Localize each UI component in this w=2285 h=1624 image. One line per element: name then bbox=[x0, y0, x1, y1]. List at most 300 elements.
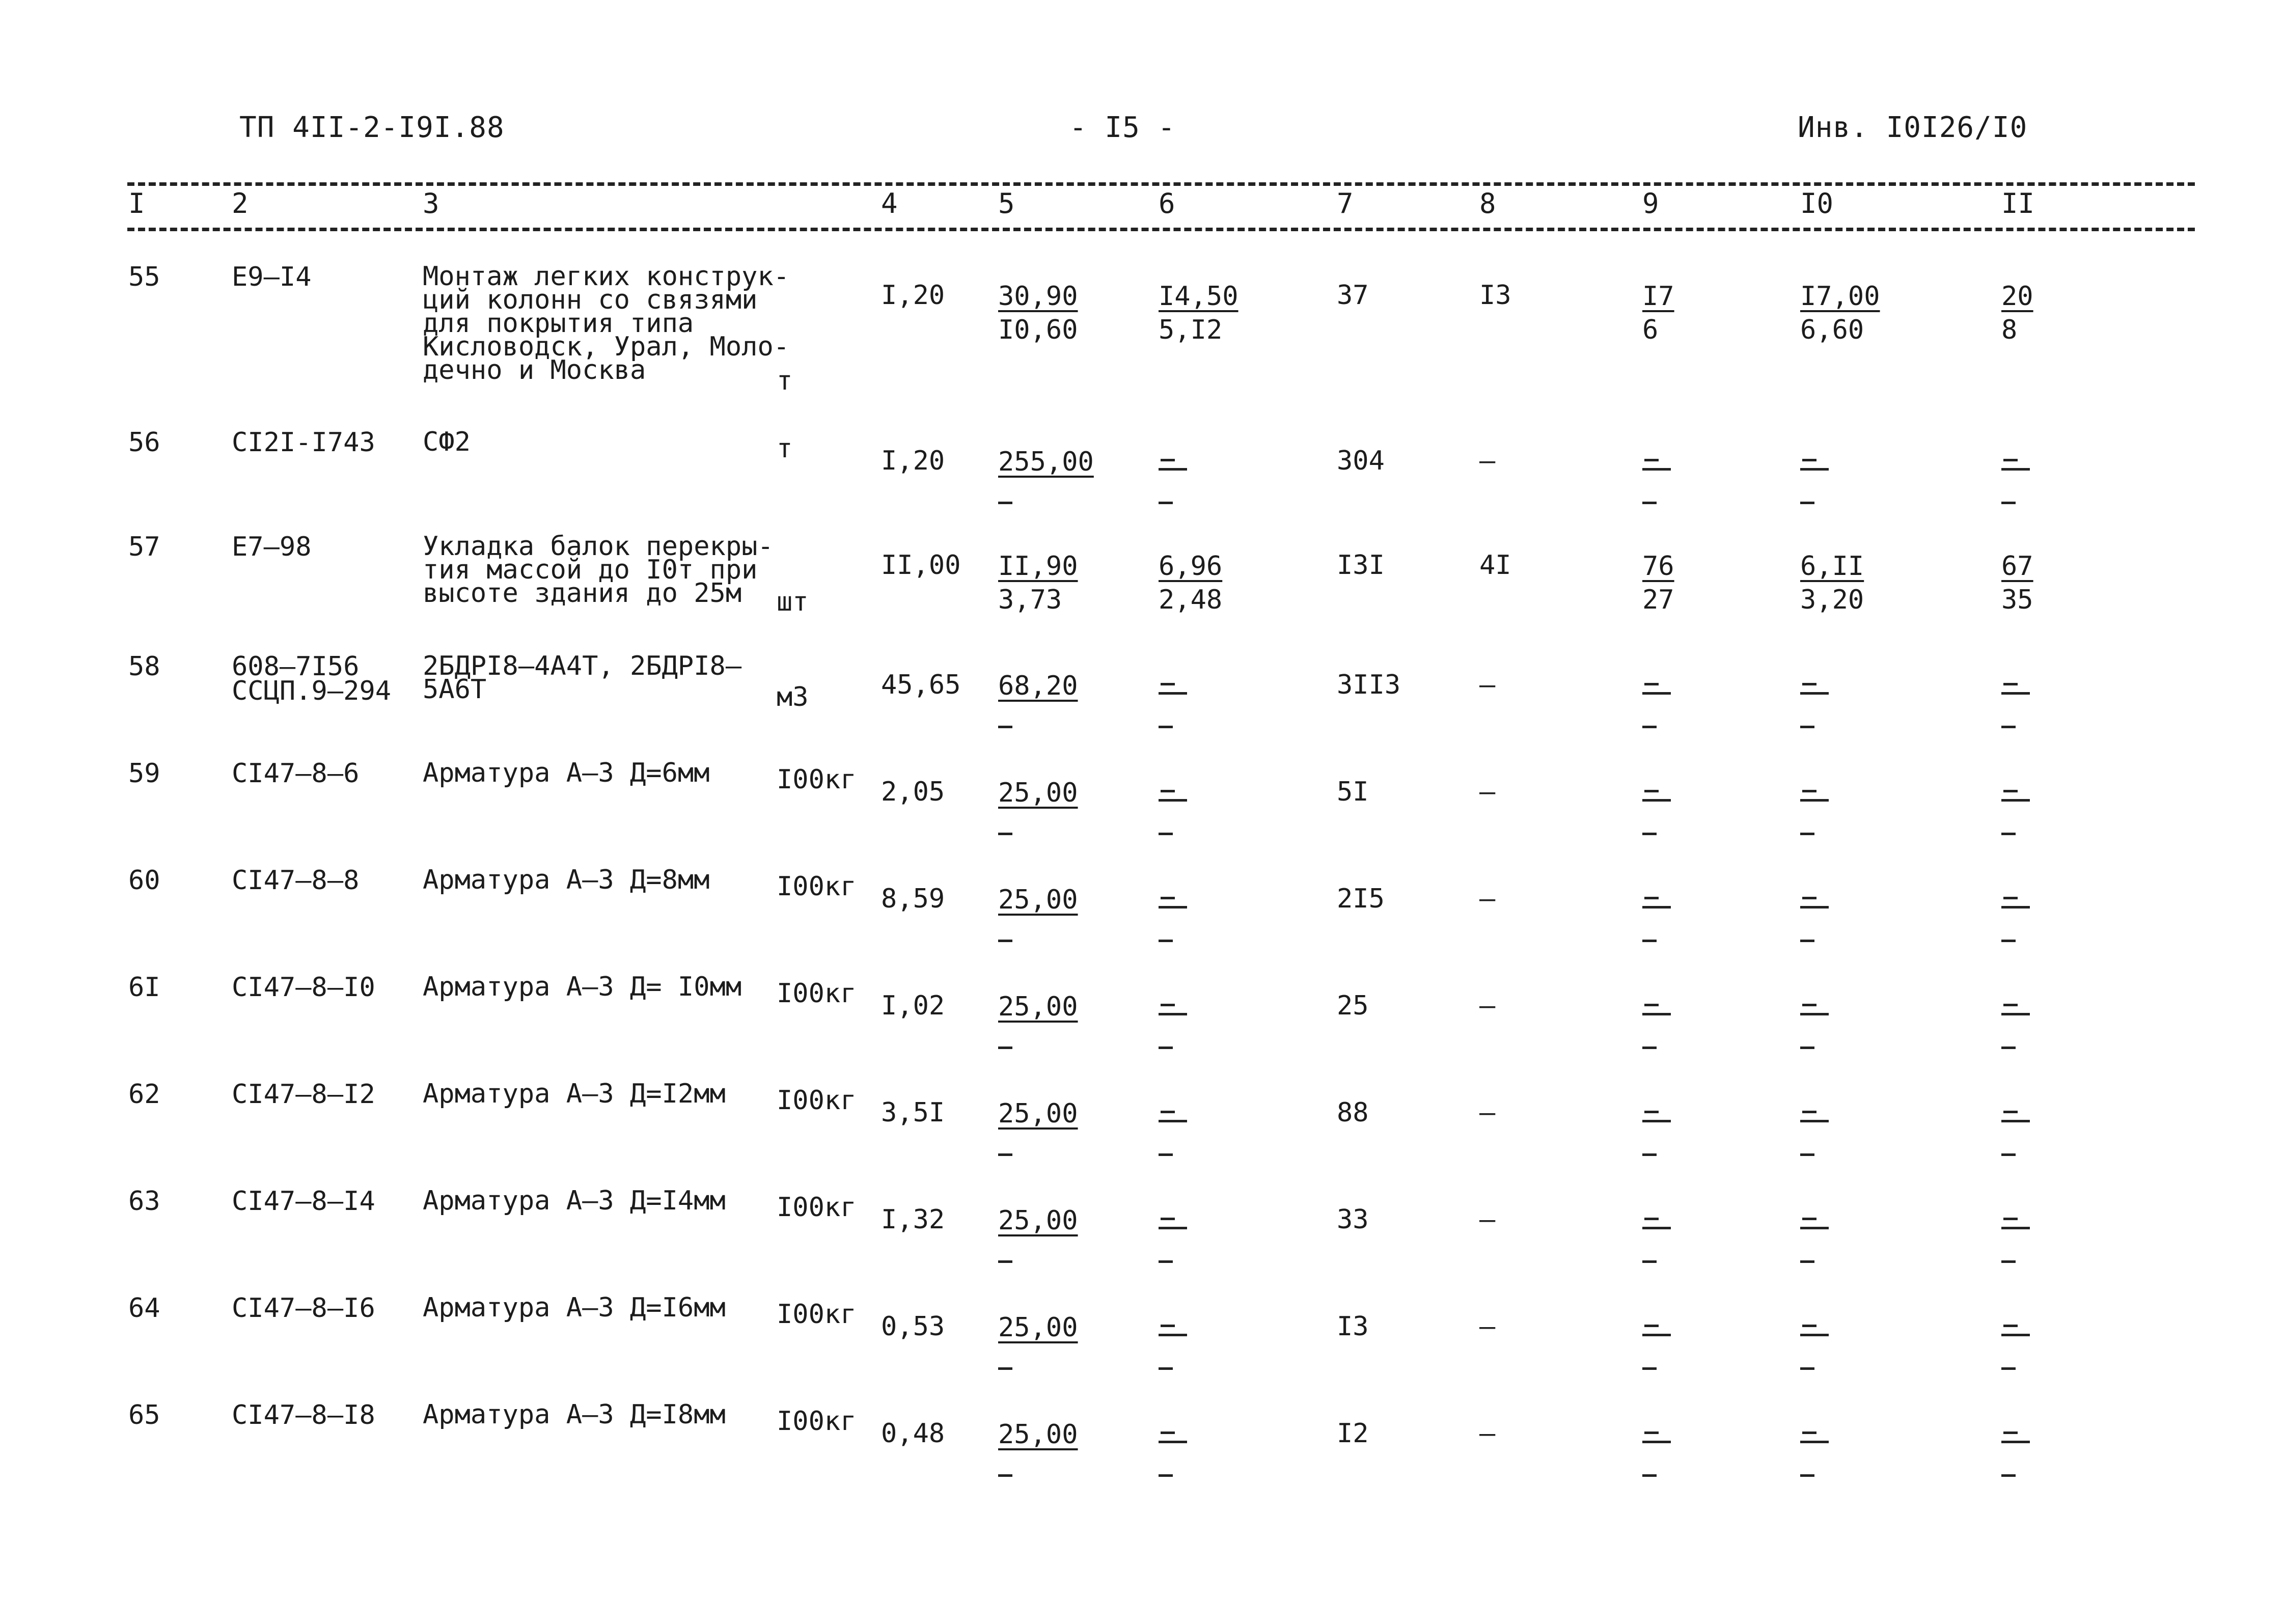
dash-mark bbox=[2001, 787, 2030, 802]
fraction-cell bbox=[1642, 449, 1754, 516]
dash-mark bbox=[998, 1143, 1012, 1156]
fraction-numerator bbox=[998, 887, 1110, 920]
empty-dash bbox=[1800, 673, 1912, 706]
labor-value: – bbox=[1479, 446, 1496, 476]
row-number: 59 bbox=[128, 758, 160, 789]
empty-dash bbox=[1642, 1207, 1754, 1241]
price-code: Е9–I4 bbox=[232, 262, 312, 292]
empty-dash bbox=[1159, 920, 1271, 954]
empty-dash bbox=[1642, 780, 1754, 813]
column-number: I0 bbox=[1800, 187, 1834, 219]
numerator-value: 25,00 bbox=[998, 1205, 1078, 1236]
fraction-cell bbox=[998, 283, 1110, 350]
dash-mark bbox=[1800, 491, 1814, 504]
fraction-cell bbox=[2001, 449, 2113, 516]
empty-dash bbox=[1642, 813, 1754, 847]
dash-mark bbox=[2001, 1036, 2016, 1049]
unit: м3 bbox=[777, 682, 809, 712]
dash-mark bbox=[1642, 1322, 1671, 1336]
dash-mark bbox=[1642, 1001, 1671, 1015]
total-value: I3I bbox=[1337, 550, 1385, 581]
fraction-cell bbox=[998, 1314, 1110, 1382]
dash-mark bbox=[1800, 894, 1829, 909]
fraction-cell bbox=[1159, 1421, 1271, 1489]
dash-mark bbox=[1642, 1428, 1671, 1443]
labor-value: – bbox=[1479, 884, 1496, 914]
empty-dash bbox=[2001, 1027, 2113, 1061]
dash-mark bbox=[1159, 680, 1187, 695]
empty-dash bbox=[1159, 994, 1271, 1027]
dash-mark bbox=[1159, 894, 1187, 909]
numerator-value: 67 bbox=[2001, 551, 2033, 582]
empty-dash bbox=[1800, 1421, 1912, 1455]
quantity: 8,59 bbox=[881, 884, 945, 914]
dash-mark bbox=[1642, 822, 1657, 835]
dash-mark bbox=[1800, 1108, 1829, 1122]
work-description: СФ2 bbox=[423, 427, 471, 457]
empty-dash bbox=[1159, 1134, 1271, 1168]
fraction-cell bbox=[1800, 887, 1912, 954]
dash-mark bbox=[1159, 1143, 1173, 1156]
fraction-cell bbox=[1800, 283, 1912, 350]
fraction-cell bbox=[2001, 887, 2113, 954]
dash-mark bbox=[2001, 1250, 2016, 1263]
fraction-cell bbox=[1159, 673, 1271, 740]
work-description: Арматура А–3 Д=8мм bbox=[423, 865, 710, 895]
fraction-cell bbox=[1642, 780, 1754, 847]
page-number: - I5 - bbox=[1069, 111, 1176, 144]
work-description: Укладка балок перекры- тия массой до I0т при высоте здания до 25м bbox=[423, 531, 774, 609]
empty-dash bbox=[2001, 1348, 2113, 1382]
dash-mark bbox=[1159, 1428, 1187, 1443]
dash-mark bbox=[1800, 1357, 1814, 1370]
empty-dash bbox=[1159, 482, 1271, 516]
empty-dash bbox=[2001, 1134, 2113, 1168]
fraction-cell bbox=[998, 673, 1110, 740]
unit: I00кг bbox=[777, 1299, 857, 1330]
dash-mark bbox=[1642, 1215, 1671, 1229]
dash-mark bbox=[1800, 1036, 1814, 1049]
fraction-cell bbox=[2001, 283, 2113, 350]
total-value: 25 bbox=[1337, 990, 1369, 1021]
numerator-value: 30,90 bbox=[998, 281, 1078, 312]
numerator-value: 25,00 bbox=[998, 778, 1078, 808]
fraction-cell bbox=[1642, 887, 1754, 954]
dash-mark bbox=[1800, 1215, 1829, 1229]
empty-dash bbox=[1800, 887, 1912, 920]
empty-dash bbox=[2001, 1314, 2113, 1348]
empty-dash bbox=[1642, 1134, 1754, 1168]
work-description: Арматура А–3 Д=I4мм bbox=[423, 1186, 726, 1216]
dash-mark bbox=[1800, 1428, 1829, 1443]
unit: I00кг bbox=[777, 1192, 857, 1223]
row-number: 55 bbox=[128, 262, 160, 292]
price-code: СI47–8–I6 bbox=[232, 1293, 375, 1324]
dash-mark bbox=[998, 715, 1012, 728]
fraction-cell bbox=[1800, 1207, 1912, 1275]
fraction-cell bbox=[1159, 283, 1271, 350]
fraction-cell bbox=[1159, 780, 1271, 847]
work-description: Арматура А–3 Д=I6мм bbox=[423, 1292, 726, 1323]
fraction-numerator bbox=[1159, 283, 1271, 317]
dash-mark bbox=[2001, 680, 2030, 695]
dash-mark bbox=[998, 1250, 1012, 1263]
labor-value: – bbox=[1479, 1204, 1496, 1235]
empty-dash bbox=[1800, 920, 1912, 954]
dash-mark bbox=[998, 822, 1012, 835]
fraction-numerator bbox=[998, 449, 1110, 482]
dash-mark bbox=[1642, 1357, 1657, 1370]
dash-mark bbox=[1642, 1108, 1671, 1122]
dash-mark bbox=[1159, 715, 1173, 728]
fraction-numerator bbox=[998, 673, 1110, 706]
column-number: II bbox=[2001, 187, 2035, 219]
empty-dash bbox=[1642, 449, 1754, 482]
fraction-cell bbox=[998, 887, 1110, 954]
dash-mark bbox=[1642, 929, 1657, 942]
empty-dash bbox=[1642, 1314, 1754, 1348]
empty-dash bbox=[1159, 1314, 1271, 1348]
dash-mark bbox=[1159, 491, 1173, 504]
dash-mark bbox=[1800, 456, 1829, 471]
empty-dash bbox=[1159, 1100, 1271, 1134]
unit: I00кг bbox=[777, 764, 857, 795]
empty-dash bbox=[998, 706, 1110, 740]
inventory-number: Инв. I0I26/I0 bbox=[1798, 111, 2028, 144]
empty-dash bbox=[2001, 673, 2113, 706]
fraction-cell bbox=[1159, 553, 1271, 620]
numerator-value: I4,50 bbox=[1159, 281, 1238, 312]
fraction-cell bbox=[1159, 449, 1271, 516]
unit: шт bbox=[777, 587, 809, 617]
empty-dash bbox=[2001, 1207, 2113, 1241]
dash-mark bbox=[2001, 456, 2030, 471]
price-code: Е7–98 bbox=[232, 532, 312, 562]
empty-dash bbox=[2001, 449, 2113, 482]
dash-mark bbox=[1159, 929, 1173, 942]
fraction-cell bbox=[1159, 994, 1271, 1061]
labor-value: – bbox=[1479, 1311, 1496, 1342]
fraction-numerator bbox=[998, 553, 1110, 587]
fraction-cell bbox=[998, 994, 1110, 1061]
empty-dash bbox=[2001, 887, 2113, 920]
dash-mark bbox=[1642, 491, 1657, 504]
empty-dash bbox=[998, 813, 1110, 847]
empty-dash bbox=[1159, 673, 1271, 706]
dash-mark bbox=[2001, 715, 2016, 728]
dash-mark bbox=[1800, 822, 1814, 835]
total-value: 5I bbox=[1337, 777, 1369, 807]
empty-dash bbox=[2001, 994, 2113, 1027]
dash-mark bbox=[2001, 1428, 2030, 1443]
work-description: Арматура А–3 Д=I2мм bbox=[423, 1079, 726, 1109]
row-number: 60 bbox=[128, 865, 160, 896]
dash-mark bbox=[2001, 1215, 2030, 1229]
table-top-rule bbox=[127, 182, 2195, 186]
numerator-value: 6,96 bbox=[1159, 551, 1223, 582]
quantity: I,32 bbox=[881, 1204, 945, 1235]
labor-value: 4I bbox=[1479, 550, 1511, 581]
fraction-cell bbox=[998, 1207, 1110, 1275]
dash-mark bbox=[1159, 1322, 1187, 1336]
empty-dash bbox=[1800, 1241, 1912, 1275]
fraction-denominator: 8 bbox=[2001, 315, 2018, 345]
numerator-value: 25,00 bbox=[998, 1312, 1078, 1343]
price-code: СI47–8–6 bbox=[232, 758, 360, 789]
empty-dash bbox=[998, 1348, 1110, 1382]
total-value: I3 bbox=[1337, 1311, 1369, 1342]
fraction-cell bbox=[1800, 673, 1912, 740]
dash-mark bbox=[1159, 1036, 1173, 1049]
empty-dash bbox=[1159, 813, 1271, 847]
row-number: 63 bbox=[128, 1186, 160, 1217]
fraction-cell bbox=[1642, 553, 1754, 620]
dash-mark bbox=[2001, 1464, 2016, 1477]
empty-dash bbox=[1800, 780, 1912, 813]
column-number: 8 bbox=[1479, 187, 1496, 219]
empty-dash bbox=[1642, 482, 1754, 516]
fraction-cell bbox=[1642, 673, 1754, 740]
empty-dash bbox=[1642, 1348, 1754, 1382]
fraction-cell bbox=[1642, 1100, 1754, 1168]
work-description: Арматура А–3 Д= I0мм bbox=[423, 972, 742, 1002]
fraction-cell bbox=[1159, 1207, 1271, 1275]
quantity: II,00 bbox=[881, 550, 961, 581]
column-number: 6 bbox=[1159, 187, 1175, 219]
quantity: 0,53 bbox=[881, 1311, 945, 1342]
dash-mark bbox=[998, 1036, 1012, 1049]
fraction-numerator bbox=[998, 1100, 1110, 1134]
empty-dash bbox=[2001, 813, 2113, 847]
fraction-denominator: 35 bbox=[2001, 585, 2033, 615]
quantity: I,02 bbox=[881, 990, 945, 1021]
total-value: 37 bbox=[1337, 280, 1369, 311]
fraction-cell bbox=[1159, 1314, 1271, 1382]
work-description: 2БДРI8–4А4Т, 2БДРI8– 5А6Т bbox=[423, 651, 742, 705]
dash-mark bbox=[2001, 822, 2016, 835]
dash-mark bbox=[2001, 1143, 2016, 1156]
dash-mark bbox=[2001, 894, 2030, 909]
row-number: 56 bbox=[128, 427, 160, 458]
fraction-cell bbox=[1159, 887, 1271, 954]
work-description: Арматура А–3 Д=6мм bbox=[423, 758, 710, 788]
empty-dash bbox=[1642, 1100, 1754, 1134]
quantity: 45,65 bbox=[881, 670, 961, 700]
dash-mark bbox=[1642, 1036, 1657, 1049]
empty-dash bbox=[1642, 887, 1754, 920]
fraction-cell bbox=[1642, 994, 1754, 1061]
fraction-cell bbox=[998, 449, 1110, 516]
fraction-cell bbox=[2001, 1100, 2113, 1168]
fraction-cell bbox=[1800, 553, 1912, 620]
dash-mark bbox=[1800, 1143, 1814, 1156]
unit: I00кг bbox=[777, 871, 857, 902]
labor-value: – bbox=[1479, 670, 1496, 700]
fraction-denominator: 6,60 bbox=[1800, 315, 1864, 345]
fraction-cell bbox=[1642, 1314, 1754, 1382]
fraction-cell bbox=[998, 1100, 1110, 1168]
dash-mark bbox=[1159, 1464, 1173, 1477]
numerator-value: 25,00 bbox=[998, 992, 1078, 1022]
column-number: I bbox=[128, 187, 145, 219]
empty-dash bbox=[1642, 1027, 1754, 1061]
unit: т bbox=[777, 366, 793, 396]
dash-mark bbox=[1159, 1250, 1173, 1263]
fraction-numerator bbox=[998, 1207, 1110, 1241]
empty-dash bbox=[1800, 1134, 1912, 1168]
numerator-value: 25,00 bbox=[998, 1098, 1078, 1129]
row-number: 64 bbox=[128, 1293, 160, 1324]
dash-mark bbox=[1800, 715, 1814, 728]
fraction-cell bbox=[1800, 449, 1912, 516]
column-number: 4 bbox=[881, 187, 898, 219]
fraction-numerator bbox=[998, 283, 1110, 317]
dash-mark bbox=[1800, 929, 1814, 942]
fraction-denominator: 27 bbox=[1642, 585, 1674, 615]
empty-dash bbox=[1642, 706, 1754, 740]
numerator-value: I7 bbox=[1642, 281, 1674, 312]
labor-value: I3 bbox=[1479, 280, 1511, 311]
fraction-cell bbox=[1642, 283, 1754, 350]
quantity: 2,05 bbox=[881, 777, 945, 807]
fraction-cell bbox=[1642, 1207, 1754, 1275]
empty-dash bbox=[2001, 1241, 2113, 1275]
empty-dash bbox=[1800, 482, 1912, 516]
empty-dash bbox=[1159, 449, 1271, 482]
dash-mark bbox=[1159, 822, 1173, 835]
dash-mark bbox=[2001, 1357, 2016, 1370]
numerator-value: 255,00 bbox=[998, 447, 1094, 477]
price-code: 608–7I56 ССЦП.9–294 bbox=[232, 651, 392, 706]
unit: I00кг bbox=[777, 1406, 857, 1437]
document-code: ТП 4II-2-I9I.88 bbox=[239, 111, 505, 144]
empty-dash bbox=[1800, 1455, 1912, 1489]
fraction-numerator bbox=[1800, 283, 1912, 317]
numerator-value: 25,00 bbox=[998, 885, 1078, 915]
dash-mark bbox=[998, 929, 1012, 942]
empty-dash bbox=[1642, 1241, 1754, 1275]
price-code: СI47–8–I0 bbox=[232, 972, 375, 1003]
fraction-cell bbox=[998, 553, 1110, 620]
empty-dash bbox=[1642, 673, 1754, 706]
fraction-cell bbox=[1800, 1100, 1912, 1168]
fraction-numerator bbox=[998, 1314, 1110, 1348]
dash-mark bbox=[1642, 1250, 1657, 1263]
dash-mark bbox=[1159, 456, 1187, 471]
total-value: 88 bbox=[1337, 1097, 1369, 1128]
price-code: СI47–8–I2 bbox=[232, 1079, 375, 1110]
dash-mark bbox=[1800, 680, 1829, 695]
fraction-cell bbox=[2001, 553, 2113, 620]
dash-mark bbox=[1642, 680, 1671, 695]
empty-dash bbox=[998, 1241, 1110, 1275]
empty-dash bbox=[1159, 1207, 1271, 1241]
empty-dash bbox=[2001, 1455, 2113, 1489]
dash-mark bbox=[1800, 1001, 1829, 1015]
fraction-cell bbox=[1800, 1421, 1912, 1489]
empty-dash bbox=[998, 1134, 1110, 1168]
quantity: 0,48 bbox=[881, 1418, 945, 1449]
empty-dash bbox=[1159, 1027, 1271, 1061]
fraction-cell bbox=[1159, 1100, 1271, 1168]
fraction-cell bbox=[2001, 1207, 2113, 1275]
dash-mark bbox=[1159, 1001, 1187, 1015]
empty-dash bbox=[2001, 706, 2113, 740]
labor-value: – bbox=[1479, 1097, 1496, 1128]
quantity: I,20 bbox=[881, 446, 945, 476]
column-number: 2 bbox=[232, 187, 249, 219]
dash-mark bbox=[1642, 1464, 1657, 1477]
empty-dash bbox=[1800, 706, 1912, 740]
dash-mark bbox=[1642, 894, 1671, 909]
fraction-cell bbox=[1800, 994, 1912, 1061]
dash-mark bbox=[1159, 1357, 1173, 1370]
fraction-numerator bbox=[1642, 283, 1754, 317]
dash-mark bbox=[2001, 1108, 2030, 1122]
fraction-cell bbox=[2001, 994, 2113, 1061]
row-number: 58 bbox=[128, 651, 160, 682]
row-number: 57 bbox=[128, 532, 160, 562]
dash-mark bbox=[1642, 787, 1671, 802]
row-number: 62 bbox=[128, 1079, 160, 1110]
fraction-denominator: 3,20 bbox=[1800, 585, 1864, 615]
price-code: СI47–8–I8 bbox=[232, 1400, 375, 1430]
empty-dash bbox=[1159, 1455, 1271, 1489]
dash-mark bbox=[1800, 1250, 1814, 1263]
dash-mark bbox=[2001, 929, 2016, 942]
column-number: 3 bbox=[423, 187, 439, 219]
total-value: I2 bbox=[1337, 1418, 1369, 1449]
empty-dash bbox=[1159, 1348, 1271, 1382]
dash-mark bbox=[1800, 1322, 1829, 1336]
empty-dash bbox=[1800, 1348, 1912, 1382]
total-value: 304 bbox=[1337, 446, 1385, 476]
empty-dash bbox=[1800, 1027, 1912, 1061]
empty-dash bbox=[1800, 449, 1912, 482]
empty-dash bbox=[2001, 1100, 2113, 1134]
fraction-cell bbox=[1642, 1421, 1754, 1489]
price-code: СI47–8–8 bbox=[232, 865, 360, 896]
empty-dash bbox=[1159, 1241, 1271, 1275]
column-number: 9 bbox=[1642, 187, 1659, 219]
dash-mark bbox=[998, 1464, 1012, 1477]
empty-dash bbox=[2001, 1421, 2113, 1455]
fraction-numerator bbox=[2001, 283, 2113, 317]
fraction-denominator: 3,73 bbox=[998, 585, 1062, 615]
fraction-denominator: 2,48 bbox=[1159, 585, 1223, 615]
price-code: СI2I-I743 bbox=[232, 427, 375, 458]
fraction-denominator: I0,60 bbox=[998, 315, 1078, 345]
numerator-value: 25,00 bbox=[998, 1419, 1078, 1450]
dash-mark bbox=[1642, 1143, 1657, 1156]
fraction-cell bbox=[998, 780, 1110, 847]
dash-mark bbox=[2001, 491, 2016, 504]
fraction-numerator bbox=[998, 994, 1110, 1027]
dash-mark bbox=[2001, 1001, 2030, 1015]
unit: I00кг bbox=[777, 1085, 857, 1116]
numerator-value: 6,II bbox=[1800, 551, 1864, 582]
empty-dash bbox=[998, 482, 1110, 516]
empty-dash bbox=[1159, 1421, 1271, 1455]
empty-dash bbox=[998, 1027, 1110, 1061]
empty-dash bbox=[1800, 1100, 1912, 1134]
empty-dash bbox=[998, 1455, 1110, 1489]
empty-dash bbox=[998, 920, 1110, 954]
fraction-denominator: 6 bbox=[1642, 315, 1659, 345]
fraction-cell bbox=[1800, 1314, 1912, 1382]
numerator-value: 76 bbox=[1642, 551, 1674, 582]
labor-value: – bbox=[1479, 990, 1496, 1021]
